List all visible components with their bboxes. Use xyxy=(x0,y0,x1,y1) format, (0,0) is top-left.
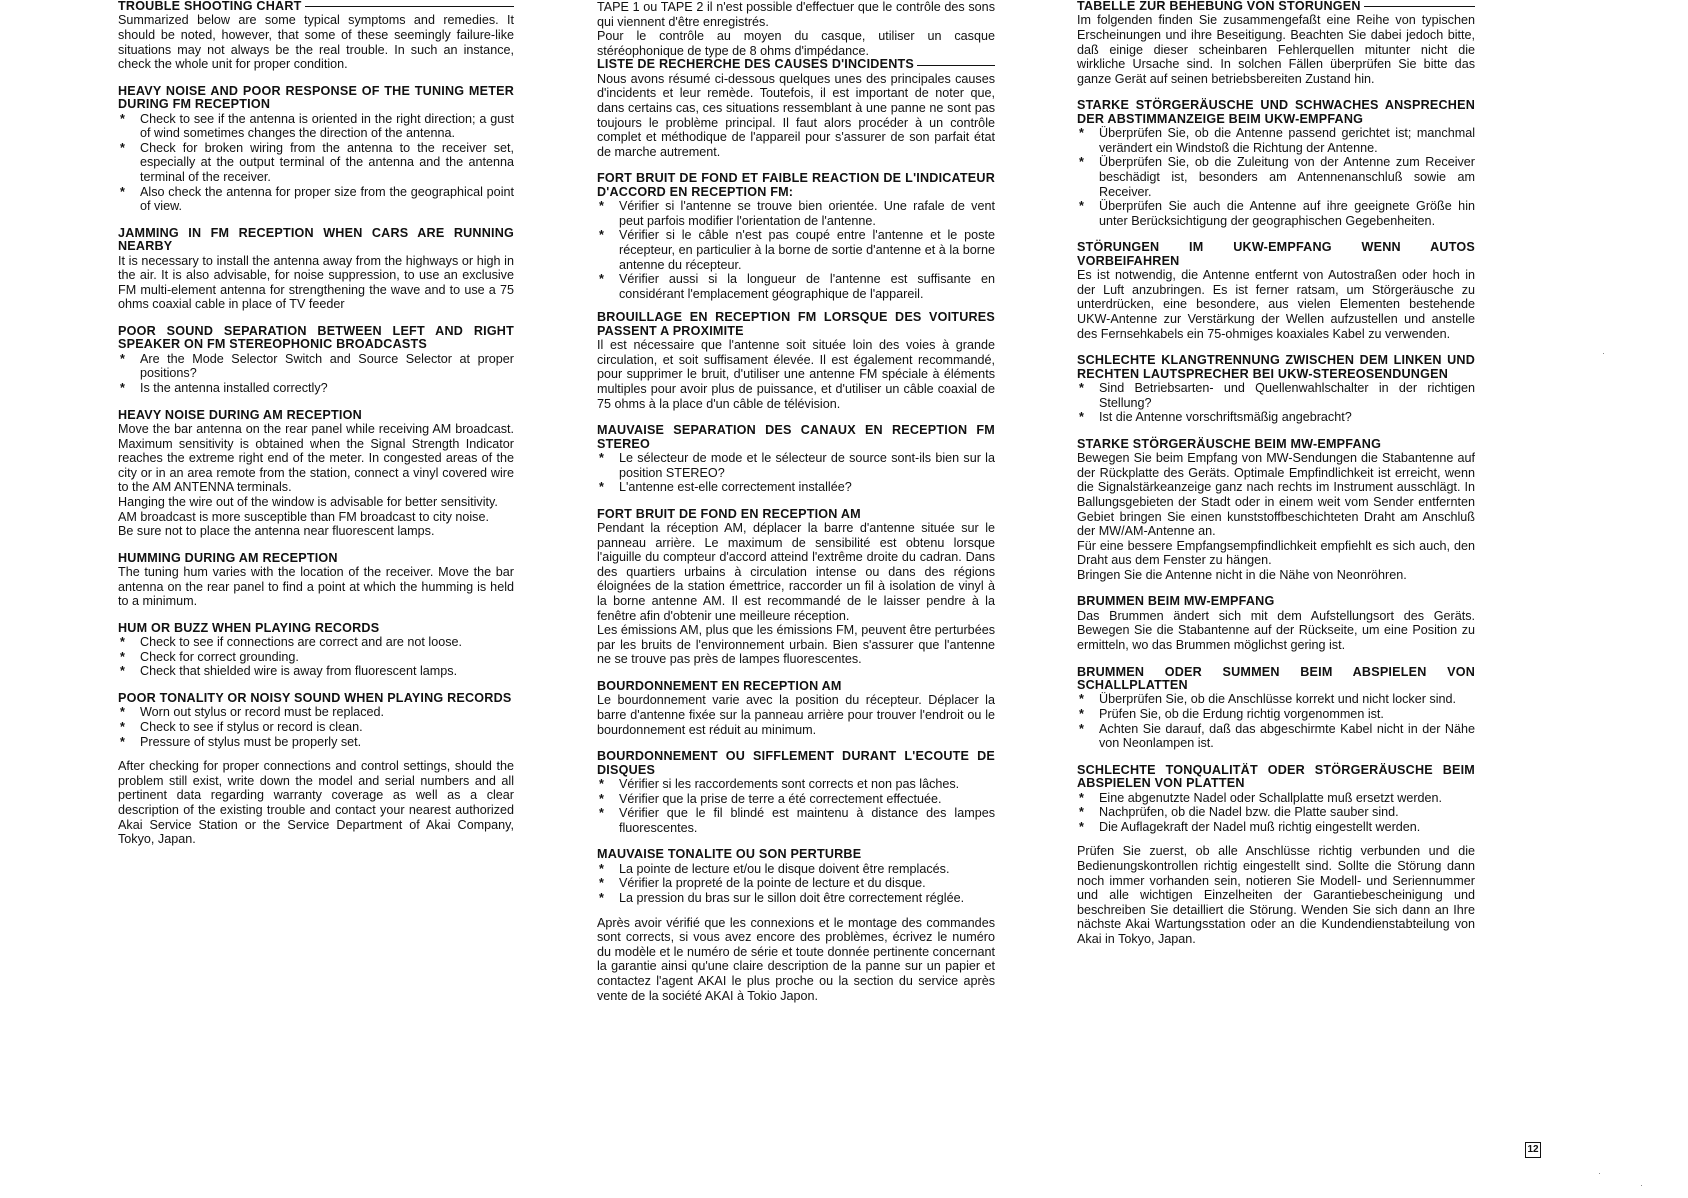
bullet-item: * Vérifier si les raccordements sont corrects et non pas lâches. xyxy=(597,777,995,792)
german-section-4 xyxy=(1077,438,1475,583)
section-heading: HEAVY NOISE AND POOR RESPONSE OF THE TUNING METER DURING FM RECEPTION xyxy=(118,83,514,112)
section-heading: HUMMING DURING AM RECEPTION xyxy=(118,550,338,565)
bullet-list xyxy=(118,635,514,679)
section-heading: STÖRUNGEN IM UKW-EMPFANG WENN AUTOS VORBEIFAHREN xyxy=(1077,240,1475,268)
french-section-2 xyxy=(597,311,995,411)
english-section-4 xyxy=(118,409,514,539)
section-heading: POOR TONALITY OR NOISY SOUND WHEN PLAYING RECORDS xyxy=(118,691,512,706)
paragraph: AM broadcast is more susceptible than FM broadcast to city noise. xyxy=(118,509,489,524)
bullet-item: * Überprüfen Sie, ob die Zuleitung von der Antenne zum Receiver beschädigt ist, besonders am Antennenanschluß sowie am Receiver. xyxy=(1077,155,1475,199)
paragraph: Be sure not to place the antenna near fluorescent lamps. xyxy=(118,524,435,539)
bullet-item: * Die Auflagekraft der Nadel muß richtig eingestellt werden. xyxy=(1077,820,1475,835)
paragraph: It is necessary to install the antenna away from the highways or high in the air. It is also advisable, for noise suppression, to use an exclusive FM multi-element antenna for strengthening the wave and to use a 75 ohms coaxial cable in place of TV feeder xyxy=(118,253,514,312)
section-heading: BRUMMEN BEIM MW-EMPFANG xyxy=(1077,594,1275,609)
french-section-6 xyxy=(597,750,995,835)
english-section-5 xyxy=(118,552,514,609)
bullet-item: * Check that shielded wire is away from fluorescent lamps. xyxy=(118,664,514,679)
paragraph: The tuning hum varies with the location of the receiver. Move the bar antenna on the rear panel to find a point at which the humming is held to a minimum. xyxy=(118,565,514,609)
german-section-1 xyxy=(1077,99,1475,228)
english-section-3 xyxy=(118,325,514,396)
english-column xyxy=(118,0,514,847)
section-heading: FORT BRUIT DE FOND ET FAIBLE REACTION DE L'INDICATEUR D'ACCORD EN RECEPTION FM: xyxy=(597,171,995,199)
bullet-item: * Pressure of stylus must be properly set. xyxy=(118,735,514,750)
english-section-6 xyxy=(118,622,514,679)
english-title-row xyxy=(118,0,514,13)
section-heading: BOURDONNEMENT EN RECEPTION AM xyxy=(597,679,842,694)
paragraph: Bringen Sie die Antenne nicht in die Nähe von Neonröhren. xyxy=(1077,567,1407,582)
bullet-item: * Le sélecteur de mode et le sélecteur de source sont-ils bien sur la position STEREO? xyxy=(597,451,995,480)
paragraph: Hanging the wire out of the window is advisable for better sensitivity. xyxy=(118,494,498,509)
bullet-item: * Are the Mode Selector Switch and Source Selector at proper positions? xyxy=(118,352,514,381)
paragraph: Es ist notwendig, die Antenne entfernt von Autostraßen oder hoch in der Luft anzubringen. Es ist ferner ratsam, um Störgeräusche zu unterdrücken, eine besondere, aus vielen Elementen bestehende UKW-Antenne zur Verstärkung der Wellen aufzustellen und anstelle des Fernsehkabels ein 75-ohmiges koaxiales Kabel zu verwenden. xyxy=(1077,268,1475,341)
scan-speck: · xyxy=(1602,348,1605,358)
bullet-list xyxy=(118,705,514,749)
french-column xyxy=(597,0,995,1003)
german-closing: Prüfen Sie zuerst, ob alle Anschlüsse richtig verbunden und die Bedienungskontrollen richtig eingestellt sind. Sollte die Störung dann noch immer vorhanden sein, notieren Sie Modell- und Seriennummer und alle wichtigen Einzelheiten der Garantiebescheinigung und beschreiben Sie detailliert die Störung. Wenden Sie sich dann an Ihre nächste Akai Wartungsstation oder an die Kundendienstabteilung von Akai in Tokyo, Japan. xyxy=(1077,844,1475,946)
german-section-7 xyxy=(1077,764,1475,835)
bullet-item: * Eine abgenutzte Nadel oder Schallplatte muß ersetzt werden. xyxy=(1077,791,1475,806)
french-section-5 xyxy=(597,680,995,737)
bullet-list xyxy=(597,862,995,906)
bullet-item: * Check to see if stylus or record is clean. xyxy=(118,720,514,735)
french-intro: Nous avons résumé ci-dessous quelques unes des principales causes d'incidents et leur remède. Toutefois, il est important de noter que, dans certains cas, ces situations ressemblant à une panne ne sont pas toujours le problème principal. Il faut alors procéder à un contrôle complet et méthodique de l'appareil pour s'assurer de son parfait état de marche autrement. xyxy=(597,71,995,159)
german-title: TABELLE ZUR BEHEBUNG VON STÖRUNGEN xyxy=(1077,0,1361,13)
bullet-item: * La pointe de lecture et/ou le disque doivent être remplacés. xyxy=(597,862,995,877)
bullet-item: * Check to see if connections are correct and are not loose. xyxy=(118,635,514,650)
section-heading: BRUMMEN ODER SUMMEN BEIM ABSPIELEN VON SCHALLPLATTEN xyxy=(1077,664,1475,693)
french-title-row xyxy=(597,58,995,71)
french-section-7 xyxy=(597,848,995,905)
section-heading: SCHLECHTE TONQUALITÄT ODER STÖRGERÄUSCHE BEIM ABSPIELEN VON PLATTEN xyxy=(1077,762,1475,791)
page-number: 12 xyxy=(1525,1142,1541,1158)
title-rule xyxy=(305,6,514,7)
section-heading: STARKE STÖRGERÄUSCHE BEIM MW-EMPFANG xyxy=(1077,436,1382,451)
english-section-1 xyxy=(118,85,514,214)
bullet-item: * Vérifier que la prise de terre a été correctement effectuée. xyxy=(597,792,995,807)
bullet-list xyxy=(1077,692,1475,750)
english-closing: After checking for proper connections and control settings, should the problem still exist, write down the model and serial numbers and all pertinent data regarding warranty coverage as well as a clear description of the existing trouble and contact your nearest authorized Akai Service Station or the Service Department of Akai Company, Tokyo, Japan. xyxy=(118,759,514,847)
bullet-item: * Check to see if the antenna is oriented in the right direction; a gust of wind sometimes changes the direction of the antenna. xyxy=(118,112,514,141)
english-section-2 xyxy=(118,227,514,312)
english-section-7 xyxy=(118,692,514,749)
german-section-6 xyxy=(1077,666,1475,751)
bullet-item: * Vérifier aussi si la longueur de l'antenne est suffisante en considérant l'emplacement géographique de l'appareil. xyxy=(597,272,995,301)
section-heading: SCHLECHTE KLANGTRENNUNG ZWISCHEN DEM LINKEN UND RECHTEN LAUTSPRECHER BEI UKW-STEREOSENDUNGEN xyxy=(1077,353,1475,381)
english-intro: Summarized below are some typical symptoms and remedies. It should be noted, however, that some of these seemingly failure-like situations may not always be the real trouble. In such an instance, check the whole unit for proper condition. xyxy=(118,13,514,72)
bullet-item: * Prüfen Sie, ob die Erdung richtig vorgenommen ist. xyxy=(1077,707,1475,722)
section-heading: MAUVAISE TONALITE OU SON PERTURBE xyxy=(597,847,862,862)
german-title-row xyxy=(1077,0,1475,13)
bullet-item: * Achten Sie darauf, daß das abgeschirmte Kabel nicht in der Nähe von Neonlampen ist. xyxy=(1077,722,1475,751)
section-heading: BOURDONNEMENT OU SIFFLEMENT DURANT L'ECOUTE DE DISQUES xyxy=(597,749,995,777)
paragraph: Il est nécessaire que l'antenne soit située loin des voies à grande circulation, et soit suffisament élevée. Il est également recommandé, pour supprimer le bruit, d'utiliser une antenne FM spéciale à éléments multiples pour avoir plus de puissance, et d'utiliser un câble coaxial de 75 ohms à la place d'un câble de télévision. xyxy=(597,338,995,411)
section-heading: POOR SOUND SEPARATION BETWEEN LEFT AND RIGHT SPEAKER ON FM STEREOPHONIC BROADCASTS xyxy=(118,323,514,352)
bullet-item: * Ist die Antenne vorschriftsmäßig angebracht? xyxy=(1077,410,1475,425)
bullet-list xyxy=(1077,126,1475,228)
bullet-list xyxy=(1077,381,1475,425)
section-heading: STARKE STÖRGERÄUSCHE UND SCHWACHES ANSPRECHEN DER ABSTIMMANZEIGE BEIM UKW-EMPFANG xyxy=(1077,98,1475,126)
german-section-3 xyxy=(1077,354,1475,425)
bullet-item: * Also check the antenna for proper size from the geographical point of view. xyxy=(118,185,514,214)
bullet-item: * Sind Betriebsarten- und Quellenwahlschalter in der richtigen Stellung? xyxy=(1077,381,1475,410)
bullet-item: * Überprüfen Sie, ob die Anschlüsse korrekt und nicht locker sind. xyxy=(1077,692,1475,707)
paragraph: Le bourdonnement varie avec la position du récepteur. Déplacer la barre d'antenne fixée sur la panneau arrière pour trouver l'endroit ou le bourdonnement est réduit au minimum. xyxy=(597,693,995,737)
bullet-item: * La pression du bras sur le sillon doit être correctement réglée. xyxy=(597,891,995,906)
bullet-list xyxy=(597,451,995,495)
german-section-5 xyxy=(1077,595,1475,652)
paragraph: Für eine bessere Empfangsempfindlichkeit empfiehlt es sich auch, den Draht aus dem Fenster zu hängen. xyxy=(1077,538,1475,568)
bullet-list xyxy=(597,199,995,301)
section-heading: MAUVAISE SEPARATION DES CANAUX EN RECEPTION FM STEREO xyxy=(597,423,995,451)
bullet-item: * Überprüfen Sie auch die Antenne auf ihre geeignete Größe hin unter Berücksichtigung der geographischen Gegebenheiten. xyxy=(1077,199,1475,228)
section-heading: FORT BRUIT DE FOND EN RECEPTION AM xyxy=(597,506,861,521)
bullet-list xyxy=(1077,791,1475,835)
english-title: TROUBLE SHOOTING CHART xyxy=(118,0,302,13)
bullet-item: * Is the antenna installed correctly? xyxy=(118,381,514,396)
french-section-1 xyxy=(597,172,995,301)
scan-speck: · xyxy=(1598,1168,1601,1178)
bullet-item: * Worn out stylus or record must be replaced. xyxy=(118,705,514,720)
scan-speck: · xyxy=(1640,1180,1643,1190)
french-title: LISTE DE RECHERCHE DES CAUSES D'INCIDENTS xyxy=(597,57,914,72)
paragraph: Bewegen Sie beim Empfang von MW-Sendungen die Stabantenne auf der Rückplatte des Geräts. Optimale Empfindlichkeit ist erreicht, wenn die Signalstärkeanzeige ganz nach rechts im Instrument ausschlägt. In Ballungsgebieten der Stadt oder in einem weit vom Sender entfernten Gebiet bringen Sie einen kunststoffbeschichteten Draht am Anschluß der MW/AM-Antenne an. xyxy=(1077,451,1475,539)
bullet-list xyxy=(118,112,514,214)
title-rule xyxy=(1364,6,1475,7)
bullet-item: * Vérifier si le câble n'est pas coupé entre l'antenne et le poste récepteur, en particulier à la borne de sortie d'antenne et à la borne antenne du récepteur. xyxy=(597,228,995,272)
paragraph: Les émissions AM, plus que les émissions FM, peuvent être perturbées par les bruits de l'environnement urbain. Bien s'assurer que l'antenne ne se trouve pas près de lampes fluorescentes. xyxy=(597,623,995,667)
french-top-text-2: Pour le contrôle au moyen du casque, utiliser un casque stéréophonique de type de 8 ohms d'impédance. xyxy=(597,29,995,58)
bullet-item: * Vérifier la propreté de la pointe de lecture et du disque. xyxy=(597,876,995,891)
bullet-list xyxy=(597,777,995,835)
section-heading: HUM OR BUZZ WHEN PLAYING RECORDS xyxy=(118,620,380,635)
paragraph: Das Brummen ändert sich mit dem Aufstellungsort des Geräts. Bewegen Sie die Stabantenne auf der Rückseite, um eine Position zu ermitteln, wo das Brummen möglichst gering ist. xyxy=(1077,608,1475,653)
section-heading: BROUILLAGE EN RECEPTION FM LORSQUE DES VOITURES PASSENT A PROXIMITE xyxy=(597,310,995,338)
paragraph: Move the bar antenna on the rear panel while receiving AM broadcast. Maximum sensitivity is obtained when the Signal Strength Indicator reaches the extreme right end of the meter. In congested areas of the city or in an area remote from the station, connect a vinyl covered wire to the AM ANTENNA terminals. xyxy=(118,421,514,495)
bullet-item: * Überprüfen Sie, ob die Antenne passend gerichtet ist; manchmal verändert ein Windstoß die Richtung der Antenne. xyxy=(1077,126,1475,155)
german-intro: Im folgenden finden Sie zusammengefaßt eine Reihe von typischen Erscheinungen und ihre Beseitigung. Beachten Sie dabei jedoch bitte, daß einige dieser scheinbaren Fehlerquellen mitunter nicht die wirkliche Ursache sind. In solchen Fällen überprüfen Sie bitte das ganze Gerät auf seinen betriebsbereiten Zustand hin. xyxy=(1077,13,1475,86)
section-heading: HEAVY NOISE DURING AM RECEPTION xyxy=(118,407,362,422)
french-section-3 xyxy=(597,424,995,495)
french-section-4 xyxy=(597,508,995,667)
bullet-item: * Check for broken wiring from the antenna to the receiver set, especially at the output terminal of the antenna and the antenna terminal of the receiver. xyxy=(118,141,514,185)
title-rule xyxy=(917,65,995,66)
german-section-2 xyxy=(1077,241,1475,341)
bullet-item: * Vérifier que le fil blindé est maintenu à distance des lampes fluorescentes. xyxy=(597,806,995,835)
bullet-list xyxy=(118,352,514,396)
bullet-item: * L'antenne est-elle correctement installée? xyxy=(597,480,995,495)
bullet-item: * Nachprüfen, ob die Nadel bzw. die Platte sauber sind. xyxy=(1077,805,1475,820)
german-column xyxy=(1077,0,1475,947)
french-top-text: TAPE 1 ou TAPE 2 il n'est possible d'effectuer que le contrôle des sons qui viennent d'être enregistrés. xyxy=(597,0,995,29)
section-heading: JAMMING IN FM RECEPTION WHEN CARS ARE RUNNING NEARBY xyxy=(118,225,514,254)
paragraph: Pendant la réception AM, déplacer la barre d'antenne située sur le panneau arrière. Le maximum de sensibilité est obtenu lorsque l'aiguille du compteur d'accord atteind l'extrême droite du cadran. Dans des quartiers urbains à circulation intense ou dans des régions éloignées de la station émettrice, raccorder un fil à isolation de vinyl à la borne antenne AM. Il est recommandé de le laisser pendre à la fenêtre afin d'obtenir une meilleure réception. xyxy=(597,521,995,623)
bullet-item: * Check for correct grounding. xyxy=(118,650,514,665)
bullet-item: * Vérifier si l'antenne se trouve bien orientée. Une rafale de vent peut parfois modifier l'orientation de l'antenne. xyxy=(597,199,995,228)
french-closing: Après avoir vérifié que les connexions et le montage des commandes sont corrects, si vous avez encore des problèmes, écrivez le numéro du modèle et le numéro de série et toute donnée pertinente concernant la garantie ainsi qu'une claire description de la panne sur un papier et contactez l'agent AKAI le plus proche ou la section du service après vente de la société AKAI à Tokio Japon. xyxy=(597,915,995,1003)
